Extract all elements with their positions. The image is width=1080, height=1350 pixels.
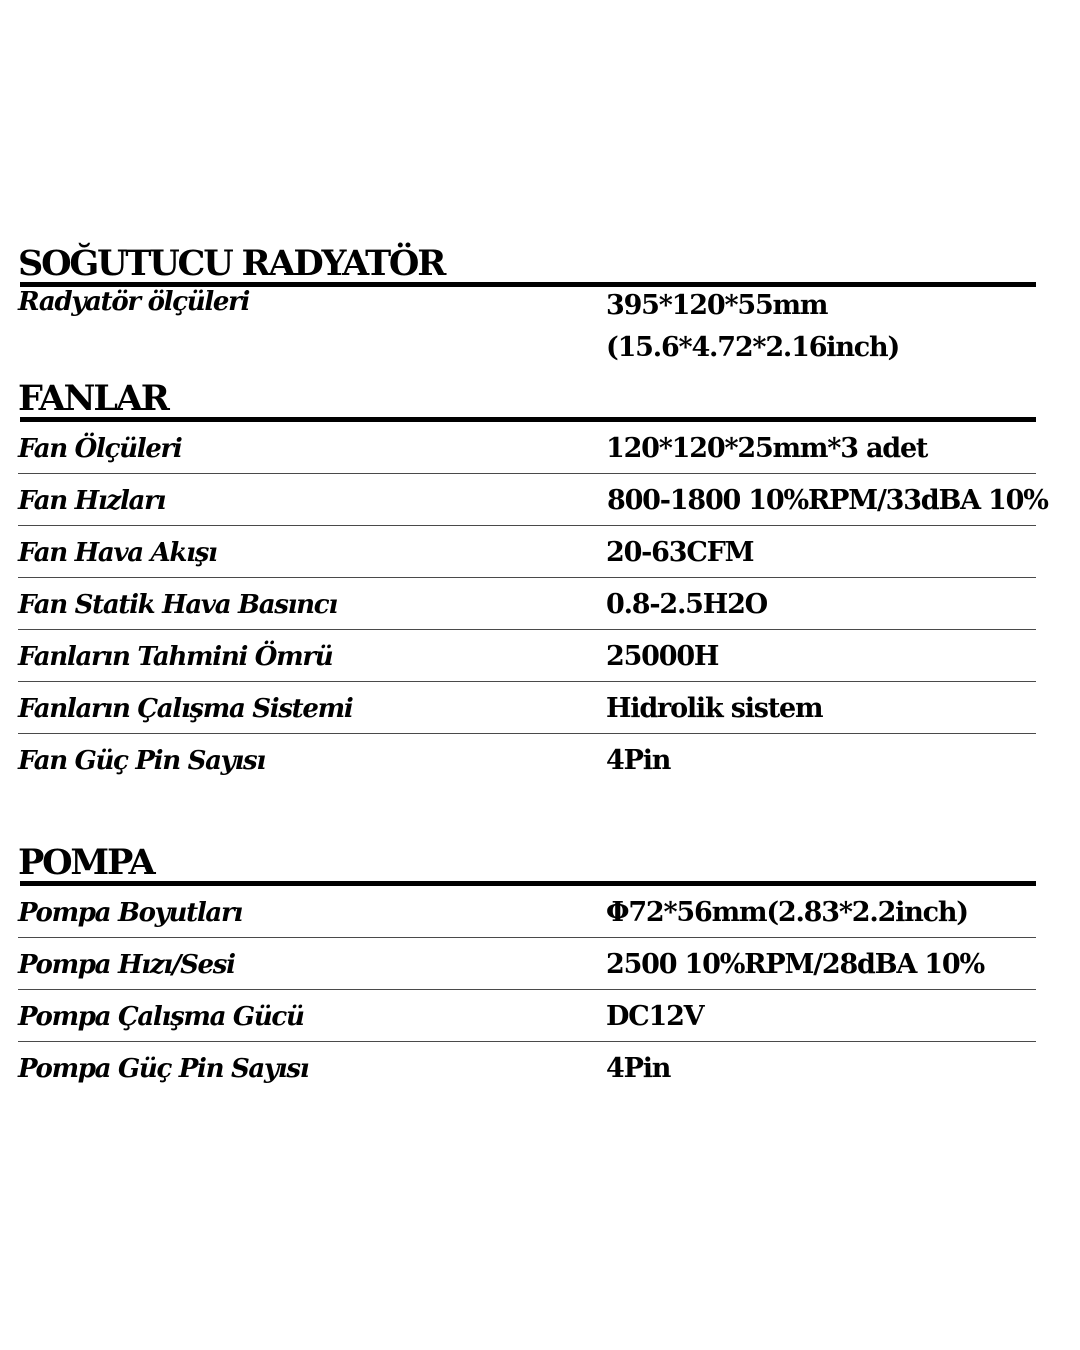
section-pump — [18, 842, 1036, 1094]
spec-row-fan-lifetime — [18, 630, 1036, 682]
spec-value: 4Pin — [606, 1053, 671, 1084]
section-radiator — [18, 243, 1036, 373]
spec-value: 800-1800 10%RPM/33dBA 10% — [607, 485, 1048, 516]
spec-row-fan-airflow — [18, 526, 1036, 578]
spec-row-fan-static-pressure — [18, 578, 1036, 630]
section-title-fans: FANLAR — [18, 378, 168, 419]
spec-label: Fanların Tahmini Ömrü — [18, 642, 333, 672]
spec-value: Φ72*56mm(2.83*2.2inch) — [606, 897, 968, 928]
spec-label: Pompa Hızı/Sesi — [18, 950, 235, 980]
spec-row-pump-power-pins — [18, 1042, 1036, 1094]
spec-row-pump-dimensions — [18, 886, 1036, 938]
spec-value: 120*120*25mm*3 adet — [606, 433, 928, 464]
spec-label: Pompa Çalışma Gücü — [18, 1002, 304, 1032]
spec-row-pump-speed-noise — [18, 938, 1036, 990]
section-title-pump: POMPA — [18, 842, 154, 883]
spec-row-fan-speed — [18, 474, 1048, 526]
spec-value-line-2: (15.6*4.72*2.16inch) — [606, 332, 900, 363]
spec-row-fan-bearing-system — [18, 682, 1036, 734]
spec-sheet — [18, 243, 1048, 1094]
spec-value: 20-63CFM — [606, 537, 754, 568]
section-title-radiator: SOĞUTUCU RADYATÖR — [18, 243, 445, 284]
spec-label: Fan Hızları — [18, 486, 166, 516]
spec-value: 4Pin — [606, 745, 671, 776]
spec-label: Fan Güç Pin Sayısı — [18, 746, 265, 776]
spec-value: Hidrolik sistem — [606, 693, 823, 724]
spec-value: 25000H — [606, 641, 719, 672]
spec-row-fan-size — [18, 422, 1036, 474]
spec-label: Fan Hava Akışı — [18, 538, 217, 568]
spec-row-pump-operating-power — [18, 990, 1036, 1042]
spec-value: 0.8-2.5H2O — [606, 589, 767, 620]
spec-label: Radyatör ölçüleri — [18, 287, 250, 317]
spec-row-fan-power-pins — [18, 734, 1036, 786]
spec-label: Fan Statik Hava Basıncı — [18, 590, 337, 620]
spec-row-radiator-size — [18, 287, 1036, 373]
spec-label: Pompa Güç Pin Sayısı — [18, 1054, 309, 1084]
spec-label: Fanların Çalışma Sistemi — [18, 694, 353, 724]
spec-label: Fan Ölçüleri — [18, 434, 182, 464]
spec-label: Pompa Boyutları — [18, 898, 242, 928]
spec-value — [606, 285, 899, 369]
section-fans — [18, 378, 1048, 786]
spec-value: DC12V — [606, 1001, 704, 1032]
spec-value: 2500 10%RPM/28dBA 10% — [606, 949, 984, 980]
spec-value-line-1: 395*120*55mm — [606, 290, 828, 321]
